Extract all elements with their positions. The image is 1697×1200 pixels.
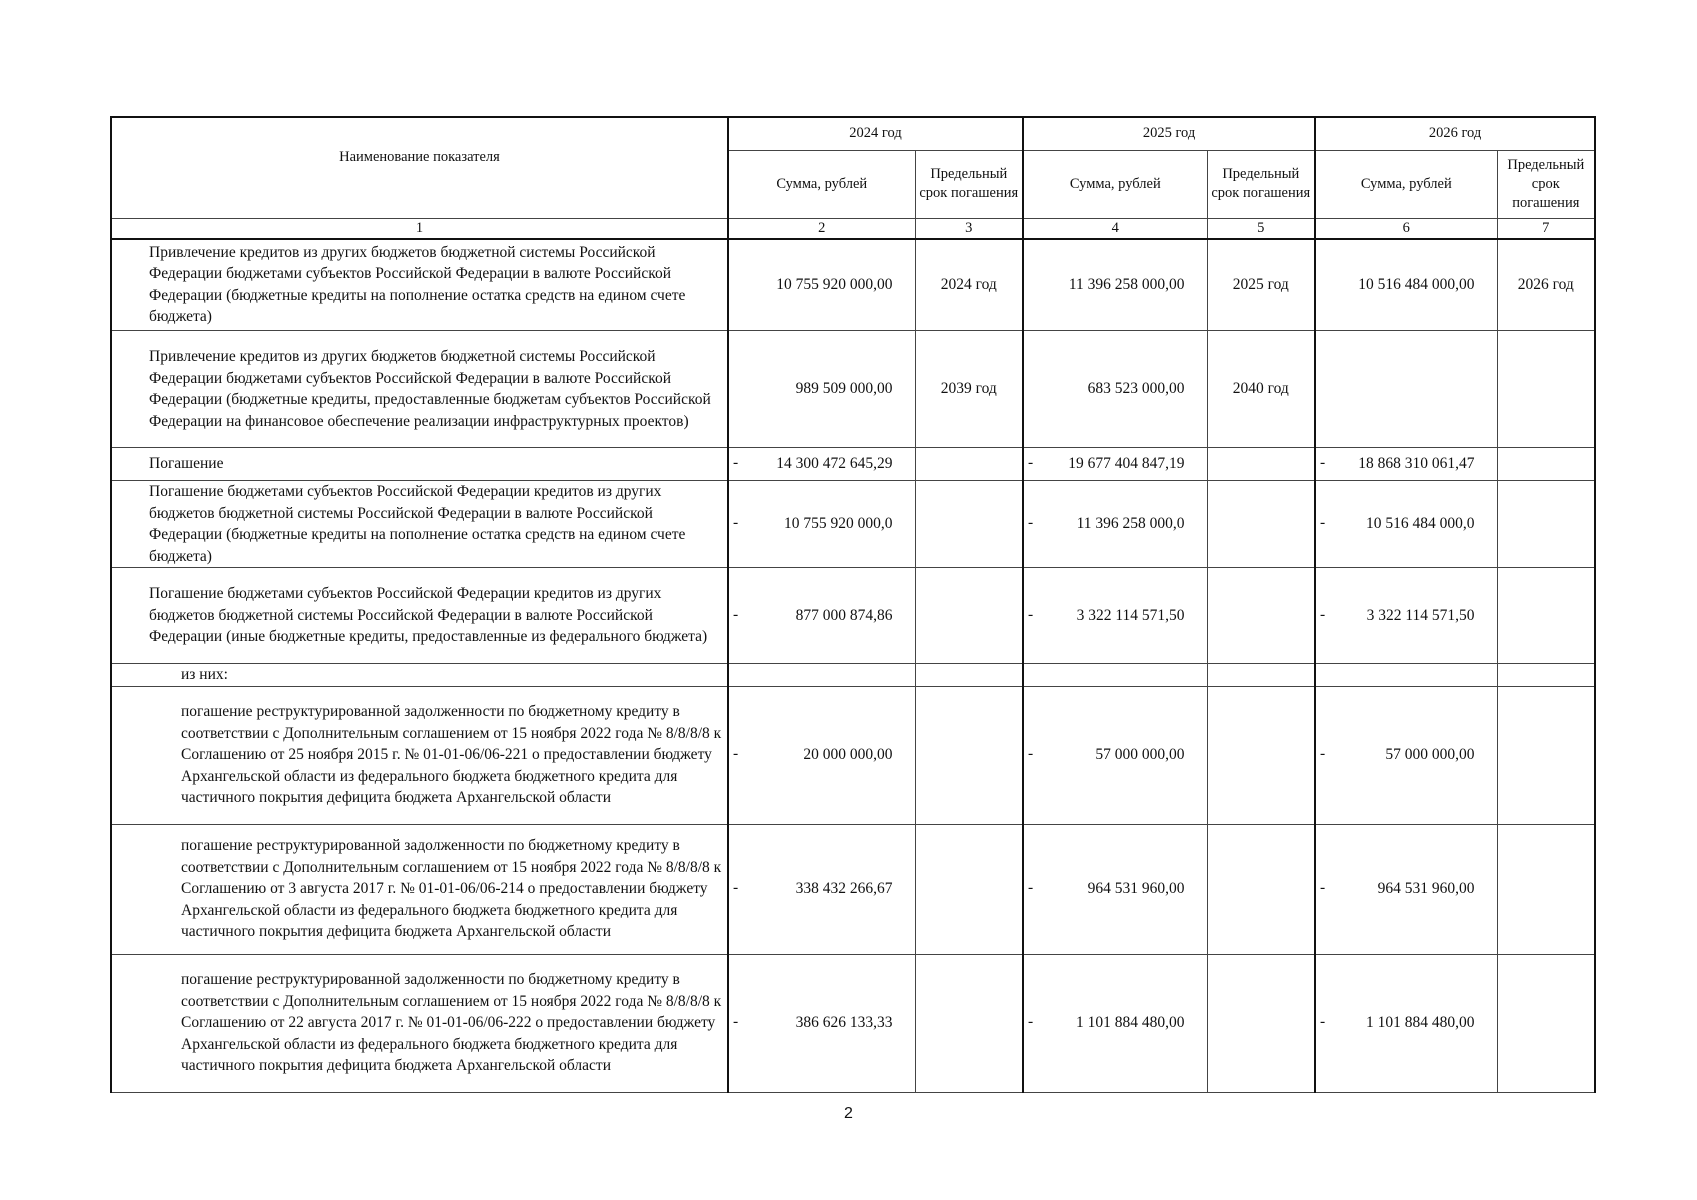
minus-sign: - [1320, 514, 1326, 532]
minus-sign: - [1028, 879, 1034, 897]
sum-2026 [1315, 448, 1497, 481]
sum-value: 10 755 920 000,00 [776, 276, 893, 293]
sum-value: 19 677 404 847,19 [1068, 455, 1185, 473]
table-row [111, 954, 1595, 1092]
sum-2026 [1315, 664, 1497, 687]
row-name: погашение реструктурированной задолженности по бюджетному кредиту в соответствии с Дополнительным соглашением от 15 ноября 2022 года № 8/8/8/8 к Соглашению от 3 августа 2017 г. № 01-01-06/06-214 о предоставлении бюджету Архангельской области из федерального бюджета бюджетного кредита для частичного покрытия дефицита бюджета Архангельской области [111, 824, 728, 954]
term-2025 [1207, 568, 1315, 664]
table-body [111, 239, 1595, 1093]
table-row [111, 686, 1595, 824]
minus-sign: - [1320, 1013, 1326, 1031]
header-sum-2026: Сумма, рублей [1315, 150, 1497, 218]
column-number: 5 [1207, 218, 1315, 239]
minus-sign: - [733, 514, 739, 532]
row-name: Привлечение кредитов из других бюджетов бюджетной системы Российской Федерации бюджетами субъектов Российской Федерации в валюте Российской Федерации (бюджетные кредиты на пополнение остатка средств на едином счете бюджета) [111, 239, 728, 331]
sum-value: 3 322 114 571,50 [1366, 606, 1475, 624]
minus-sign: - [733, 879, 739, 897]
column-number: 1 [111, 218, 728, 239]
budget-sources-table [110, 116, 1596, 1093]
table-row [111, 481, 1595, 568]
term-2024 [915, 568, 1023, 664]
table-row [111, 331, 1595, 448]
sum-value: 10 516 484 000,00 [1358, 276, 1475, 293]
sum-value: 20 000 000,00 [803, 746, 893, 764]
header-term-2026: Предельный срок погашения [1497, 150, 1595, 218]
column-number: 2 [728, 218, 915, 239]
minus-sign: - [1320, 454, 1326, 472]
term-2024 [915, 686, 1023, 824]
table-row [111, 239, 1595, 331]
sum-2024 [728, 664, 915, 687]
sum-value: 18 868 310 061,47 [1358, 455, 1475, 473]
term-2026 [1497, 568, 1595, 664]
minus-sign: - [1028, 605, 1034, 623]
row-name: погашение реструктурированной задолженности по бюджетному кредиту в соответствии с Дополнительным соглашением от 15 ноября 2022 года № 8/8/8/8 к Соглашению от 25 ноября 2015 г. № 01-01-06/06-221 о предоставлении бюджету Архангельской области из федерального бюджета бюджетного кредита для частичного покрытия дефицита бюджета Архангельской области [111, 686, 728, 824]
sum-2025 [1023, 954, 1207, 1092]
sum-2026 [1315, 954, 1497, 1092]
column-numbers-row [111, 218, 1595, 239]
sum-2026 [1315, 331, 1497, 448]
minus-sign: - [1028, 745, 1034, 763]
row-name: погашение реструктурированной задолженности по бюджетному кредиту в соответствии с Дополнительным соглашением от 15 ноября 2022 года № 8/8/8/8 к Соглашению от 22 августа 2017 г. № 01-01-06/06-222 о предоставлении бюджету Архангельской области из федерального бюджета бюджетного кредита для частичного покрытия дефицита бюджета Архангельской области [111, 954, 728, 1092]
sum-2024 [728, 331, 915, 448]
sum-value: 57 000 000,00 [1385, 746, 1475, 764]
header-year-2025: 2025 год [1023, 117, 1315, 150]
sum-2026 [1315, 568, 1497, 664]
sum-value: 964 531 960,00 [1087, 880, 1185, 898]
minus-sign: - [1320, 605, 1326, 623]
sum-value: 11 396 258 000,0 [1076, 515, 1185, 533]
term-2026 [1497, 954, 1595, 1092]
header-term-2024: Предельный срок погашения [915, 150, 1023, 218]
sum-value: 10 755 920 000,0 [784, 515, 893, 533]
minus-sign: - [733, 454, 739, 472]
sum-2025 [1023, 448, 1207, 481]
column-number: 3 [915, 218, 1023, 239]
sum-value: 57 000 000,00 [1095, 746, 1185, 764]
minus-sign: - [1028, 454, 1034, 472]
term-2025 [1207, 954, 1315, 1092]
sum-value: 14 300 472 645,29 [776, 455, 893, 473]
term-2026 [1497, 824, 1595, 954]
sum-value: 1 101 884 480,00 [1366, 1014, 1475, 1032]
term-2026 [1497, 686, 1595, 824]
sum-2025 [1023, 664, 1207, 687]
header-sum-2025: Сумма, рублей [1023, 150, 1207, 218]
term-2024 [915, 664, 1023, 687]
term-2025 [1207, 448, 1315, 481]
sum-value: 877 000 874,86 [795, 606, 893, 624]
sum-2024 [728, 954, 915, 1092]
minus-sign: - [733, 1013, 739, 1031]
table-row [111, 448, 1595, 481]
sum-2025 [1023, 686, 1207, 824]
term-2025 [1207, 481, 1315, 568]
sum-value: 3 322 114 571,50 [1076, 606, 1185, 624]
minus-sign: - [1320, 879, 1326, 897]
term-2024 [915, 824, 1023, 954]
sum-value: 683 523 000,00 [1087, 380, 1185, 398]
sum-value: 964 531 960,00 [1377, 880, 1475, 898]
term-2025 [1207, 824, 1315, 954]
term-2025 [1207, 664, 1315, 687]
row-name: из них: [111, 664, 728, 687]
sum-2024 [728, 239, 915, 331]
column-number: 6 [1315, 218, 1497, 239]
term-2026 [1497, 448, 1595, 481]
row-name: Погашение бюджетами субъектов Российской Федерации кредитов из других бюджетов бюджетной системы Российской Федерации в валюте Российской Федерации (иные бюджетные кредиты, предоставленные из федерального бюджета) [111, 568, 728, 664]
header-year-2024: 2024 год [728, 117, 1023, 150]
term-2024: 2039 год [915, 331, 1023, 448]
term-2025: 2040 год [1207, 331, 1315, 448]
term-2026 [1497, 481, 1595, 568]
sum-2024 [728, 481, 915, 568]
header-sum-2024: Сумма, рублей [728, 150, 915, 218]
sum-value: 386 626 133,33 [795, 1014, 893, 1032]
minus-sign: - [733, 745, 739, 763]
column-number: 4 [1023, 218, 1207, 239]
sum-value: 989 509 000,00 [795, 380, 893, 398]
term-2024: 2024 год [915, 239, 1023, 331]
sum-2026 [1315, 824, 1497, 954]
sum-2025 [1023, 824, 1207, 954]
sum-value: 1 101 884 480,00 [1076, 1014, 1185, 1032]
row-name: Погашение бюджетами субъектов Российской Федерации кредитов из других бюджетов бюджетной системы Российской Федерации в валюте Российской Федерации (бюджетные кредиты на пополнение остатка средств на едином счете бюджета) [111, 481, 728, 568]
sum-2025 [1023, 481, 1207, 568]
term-2024 [915, 481, 1023, 568]
sum-2025 [1023, 331, 1207, 448]
term-2026 [1497, 331, 1595, 448]
minus-sign: - [1028, 1013, 1034, 1031]
sum-2026 [1315, 686, 1497, 824]
header-name: Наименование показателя [111, 117, 728, 218]
sum-value: 11 396 258 000,00 [1068, 276, 1185, 293]
term-2025: 2025 год [1207, 239, 1315, 331]
term-2024 [915, 448, 1023, 481]
term-2025 [1207, 686, 1315, 824]
header-year-2026: 2026 год [1315, 117, 1595, 150]
header-term-2025: Предельный срок погашения [1207, 150, 1315, 218]
table-header [111, 117, 1595, 239]
table-row [111, 664, 1595, 687]
term-2026 [1497, 664, 1595, 687]
sum-2026 [1315, 481, 1497, 568]
row-name: Привлечение кредитов из других бюджетов бюджетной системы Российской Федерации бюджетами субъектов Российской Федерации в валюте Российской Федерации (бюджетные кредиты, предоставленные бюджетам субъектов Российской Федерации на финансовое обеспечение реализации инфраструктурных проектов) [111, 331, 728, 448]
sum-2024 [728, 686, 915, 824]
column-number: 7 [1497, 218, 1595, 239]
minus-sign: - [733, 605, 739, 623]
minus-sign: - [1028, 514, 1034, 532]
table-row [111, 824, 1595, 954]
sum-2024 [728, 824, 915, 954]
sum-2026 [1315, 239, 1497, 331]
sum-2025 [1023, 568, 1207, 664]
sum-2025 [1023, 239, 1207, 331]
term-2024 [915, 954, 1023, 1092]
minus-sign: - [1320, 745, 1326, 763]
sum-value: 10 516 484 000,0 [1366, 515, 1475, 533]
page-number: 2 [844, 1105, 853, 1122]
sum-2024 [728, 448, 915, 481]
sum-value: 338 432 266,67 [795, 880, 893, 898]
row-name: Погашение [111, 448, 728, 481]
sum-2024 [728, 568, 915, 664]
table-row [111, 568, 1595, 664]
term-2026: 2026 год [1497, 239, 1595, 331]
